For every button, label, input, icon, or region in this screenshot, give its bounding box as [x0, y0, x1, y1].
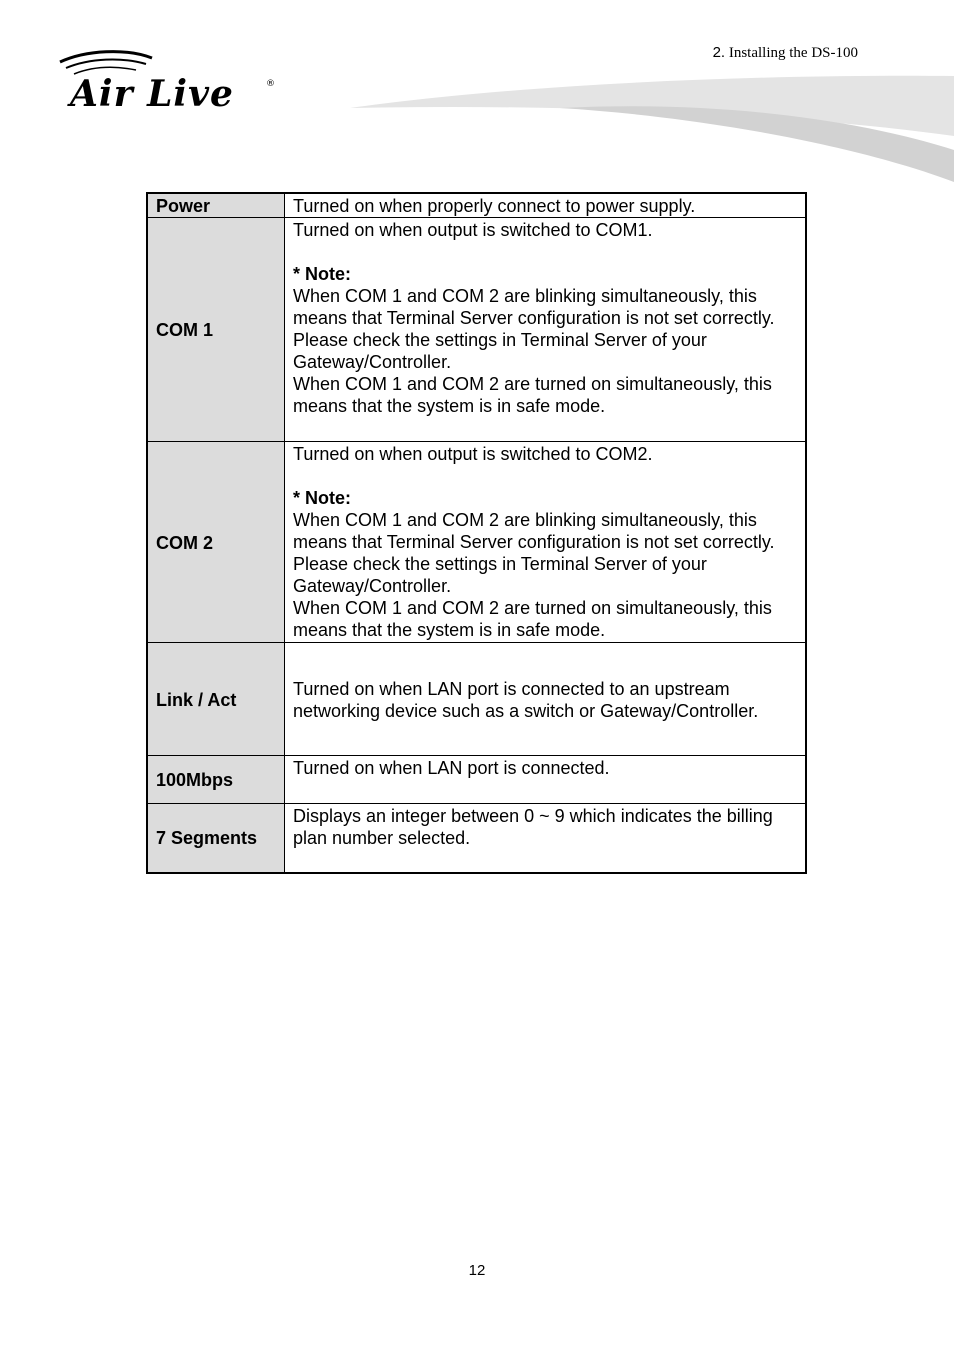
chapter-number: 2.	[712, 44, 726, 61]
table-row	[147, 756, 806, 804]
chapter-title: Installing the DS-100	[728, 45, 858, 61]
led-label: Power	[147, 193, 285, 218]
led-description: Turned on when LAN port is connected to an upstream networking device such as a switch or Gateway/Controller.	[285, 643, 807, 756]
table-row	[147, 804, 806, 873]
table-row	[147, 218, 806, 442]
led-description: Turned on when output is switched to COM2. * Note: When COM 1 and COM 2 are blinking simultaneously, this means that Terminal Server configuration is not set correctly. Please check the settings in Terminal Server of your Gateway/Controller. When COM 1 and COM 2 are turned on simultaneously, this means that the system is in safe mode.	[285, 442, 807, 643]
table-row	[147, 193, 806, 218]
table-row	[147, 643, 806, 756]
note-heading: * Note:	[293, 264, 351, 284]
led-description: Displays an integer between 0 ~ 9 which indicates the billing plan number selected.	[285, 804, 807, 873]
led-label: 100Mbps	[147, 756, 285, 804]
led-description: Turned on when output is switched to COM1. * Note: When COM 1 and COM 2 are blinking simultaneously, this means that Terminal Server configuration is not set correctly. Please check the settings in Terminal Server of your Gateway/Controller. When COM 1 and COM 2 are turned on simultaneously, this means that the system is in safe mode.	[285, 218, 807, 442]
note-text: When COM 1 and COM 2 are blinking simultaneously, this means that Terminal Server configuration is not set correctly. Please check the settings in Terminal Server of your Gateway/Controller.	[293, 510, 775, 596]
airlive-logo	[56, 48, 282, 114]
note-text: When COM 1 and COM 2 are blinking simultaneously, this means that Terminal Server configuration is not set correctly. Please check the settings in Terminal Server of your Gateway/Controller.	[293, 286, 775, 372]
led-status-table	[146, 192, 807, 874]
svg-text:®: ®	[266, 79, 275, 89]
running-header	[713, 44, 858, 62]
led-label: COM 1	[147, 218, 285, 442]
led-label: 7 Segments	[147, 804, 285, 873]
led-label: Link / Act	[147, 643, 285, 756]
led-label: COM 2	[147, 442, 285, 643]
note-heading: * Note:	[293, 488, 351, 508]
led-description: Turned on when properly connect to power supply.	[285, 193, 807, 218]
note-text: When COM 1 and COM 2 are turned on simultaneously, this means that the system is in safe mode.	[293, 374, 772, 416]
page-number: 12	[468, 1262, 486, 1279]
table-row	[147, 442, 806, 643]
note-text: When COM 1 and COM 2 are turned on simultaneously, this means that the system is in safe mode.	[293, 598, 772, 640]
led-description: Turned on when LAN port is connected.	[285, 756, 807, 804]
svg-text:Air Live: Air Live	[70, 73, 234, 114]
